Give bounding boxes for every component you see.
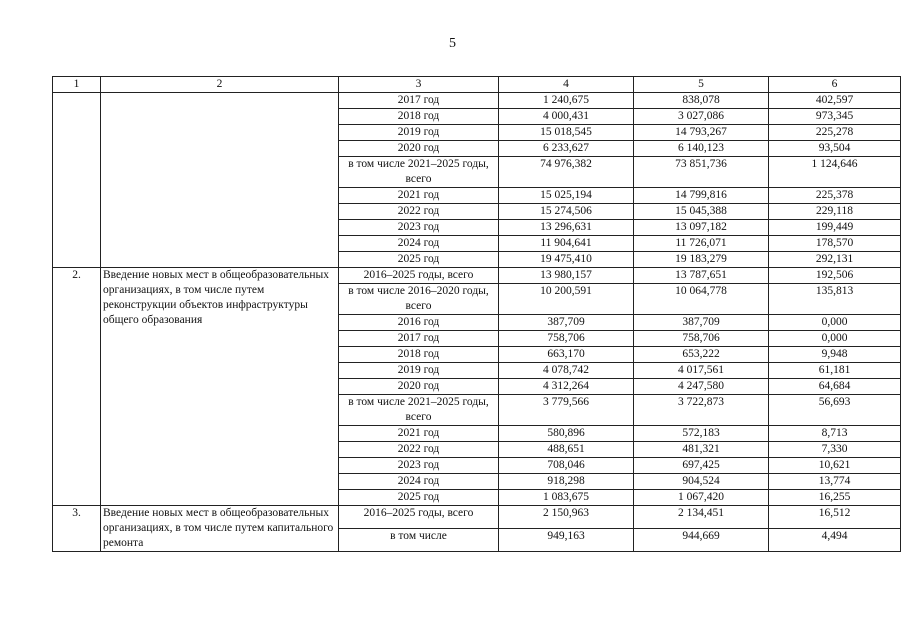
- regional-amount-cell: 56,693: [769, 395, 901, 426]
- period-cell: 2018 год: [339, 109, 499, 125]
- regional-amount-cell: 16,255: [769, 490, 901, 506]
- table-row: [53, 268, 901, 284]
- item-number: 2.: [53, 268, 101, 506]
- column-number-1: 1: [53, 77, 101, 93]
- table-row: [53, 506, 901, 529]
- page-number: 5: [449, 36, 456, 51]
- total-amount-cell: 1 083,675: [499, 490, 634, 506]
- budget-table: [52, 76, 901, 552]
- federal-amount-cell: 697,425: [634, 458, 769, 474]
- column-number-3: 3: [339, 77, 499, 93]
- total-amount-cell: 15 025,194: [499, 188, 634, 204]
- table-row: [53, 93, 901, 109]
- period-cell: 2022 год: [339, 204, 499, 220]
- regional-amount-cell: 192,506: [769, 268, 901, 284]
- federal-amount-cell: 481,321: [634, 442, 769, 458]
- total-amount-cell: 2 150,963: [499, 506, 634, 529]
- regional-amount-cell: 135,813: [769, 284, 901, 315]
- regional-amount-cell: 8,713: [769, 426, 901, 442]
- federal-amount-cell: 2 134,451: [634, 506, 769, 529]
- period-cell: 2025 год: [339, 490, 499, 506]
- period-cell: 2016 год: [339, 315, 499, 331]
- regional-amount-cell: 61,181: [769, 363, 901, 379]
- regional-amount-cell: 229,118: [769, 204, 901, 220]
- regional-amount-cell: 402,597: [769, 93, 901, 109]
- total-amount-cell: 15 018,545: [499, 125, 634, 141]
- federal-amount-cell: 13 097,182: [634, 220, 769, 236]
- period-cell: 2022 год: [339, 442, 499, 458]
- regional-amount-cell: 225,378: [769, 188, 901, 204]
- period-cell: 2020 год: [339, 141, 499, 157]
- federal-amount-cell: 3 027,086: [634, 109, 769, 125]
- item-name: [101, 93, 339, 268]
- period-cell: 2024 год: [339, 474, 499, 490]
- total-amount-cell: 758,706: [499, 331, 634, 347]
- federal-amount-cell: 572,183: [634, 426, 769, 442]
- period-cell: 2020 год: [339, 379, 499, 395]
- total-amount-cell: 3 779,566: [499, 395, 634, 426]
- regional-amount-cell: 199,449: [769, 220, 901, 236]
- total-amount-cell: 74 976,382: [499, 157, 634, 188]
- regional-amount-cell: 7,330: [769, 442, 901, 458]
- column-number-5: 5: [634, 77, 769, 93]
- column-number-2: 2: [101, 77, 339, 93]
- federal-amount-cell: 14 793,267: [634, 125, 769, 141]
- total-amount-cell: 387,709: [499, 315, 634, 331]
- total-amount-cell: 949,163: [499, 529, 634, 552]
- federal-amount-cell: 653,222: [634, 347, 769, 363]
- period-cell: 2021 год: [339, 188, 499, 204]
- federal-amount-cell: 838,078: [634, 93, 769, 109]
- total-amount-cell: 11 904,641: [499, 236, 634, 252]
- regional-amount-cell: 10,621: [769, 458, 901, 474]
- period-cell: 2016–2025 годы, всего: [339, 268, 499, 284]
- federal-amount-cell: 4 017,561: [634, 363, 769, 379]
- federal-amount-cell: 904,524: [634, 474, 769, 490]
- federal-amount-cell: 15 045,388: [634, 204, 769, 220]
- total-amount-cell: 918,298: [499, 474, 634, 490]
- federal-amount-cell: 73 851,736: [634, 157, 769, 188]
- regional-amount-cell: 0,000: [769, 331, 901, 347]
- federal-amount-cell: 6 140,123: [634, 141, 769, 157]
- period-cell: 2024 год: [339, 236, 499, 252]
- total-amount-cell: 708,046: [499, 458, 634, 474]
- item-number: 3.: [53, 506, 101, 552]
- total-amount-cell: 580,896: [499, 426, 634, 442]
- column-number-row: [53, 77, 901, 93]
- regional-amount-cell: 13,774: [769, 474, 901, 490]
- regional-amount-cell: 1 124,646: [769, 157, 901, 188]
- column-number-6: 6: [769, 77, 901, 93]
- period-cell: 2017 год: [339, 93, 499, 109]
- period-cell: в том числе 2016–2020 годы, всего: [339, 284, 499, 315]
- total-amount-cell: 13 980,157: [499, 268, 634, 284]
- period-cell: 2018 год: [339, 347, 499, 363]
- period-cell: 2025 год: [339, 252, 499, 268]
- federal-amount-cell: 944,669: [634, 529, 769, 552]
- regional-amount-cell: 4,494: [769, 529, 901, 552]
- item-number: [53, 93, 101, 268]
- period-cell: 2016–2025 годы, всего: [339, 506, 499, 529]
- regional-amount-cell: 93,504: [769, 141, 901, 157]
- column-number-4: 4: [499, 77, 634, 93]
- period-cell: 2023 год: [339, 220, 499, 236]
- federal-amount-cell: 10 064,778: [634, 284, 769, 315]
- item-name: Введение новых мест в общеобразовательных организациях, в том числе путем капитального ремонта: [101, 506, 339, 552]
- federal-amount-cell: 1 067,420: [634, 490, 769, 506]
- regional-amount-cell: 0,000: [769, 315, 901, 331]
- total-amount-cell: 10 200,591: [499, 284, 634, 315]
- total-amount-cell: 1 240,675: [499, 93, 634, 109]
- federal-amount-cell: 11 726,071: [634, 236, 769, 252]
- total-amount-cell: 6 233,627: [499, 141, 634, 157]
- regional-amount-cell: 225,278: [769, 125, 901, 141]
- federal-amount-cell: 4 247,580: [634, 379, 769, 395]
- regional-amount-cell: 178,570: [769, 236, 901, 252]
- federal-amount-cell: 13 787,651: [634, 268, 769, 284]
- total-amount-cell: 19 475,410: [499, 252, 634, 268]
- regional-amount-cell: 64,684: [769, 379, 901, 395]
- period-cell: в том числе 2021–2025 годы, всего: [339, 157, 499, 188]
- total-amount-cell: 663,170: [499, 347, 634, 363]
- period-cell: 2019 год: [339, 363, 499, 379]
- federal-amount-cell: 19 183,279: [634, 252, 769, 268]
- period-cell: 2023 год: [339, 458, 499, 474]
- period-cell: 2019 год: [339, 125, 499, 141]
- period-cell: 2021 год: [339, 426, 499, 442]
- regional-amount-cell: 9,948: [769, 347, 901, 363]
- regional-amount-cell: 16,512: [769, 506, 901, 529]
- period-cell: 2017 год: [339, 331, 499, 347]
- federal-amount-cell: 758,706: [634, 331, 769, 347]
- item-name: Введение новых мест в общеобразовательных организациях, в том числе путем реконструкции объектов инфраструктуры общего образования: [101, 268, 339, 506]
- federal-amount-cell: 387,709: [634, 315, 769, 331]
- total-amount-cell: 4 312,264: [499, 379, 634, 395]
- total-amount-cell: 13 296,631: [499, 220, 634, 236]
- total-amount-cell: 15 274,506: [499, 204, 634, 220]
- regional-amount-cell: 973,345: [769, 109, 901, 125]
- total-amount-cell: 488,651: [499, 442, 634, 458]
- period-cell: в том числе: [339, 529, 499, 552]
- total-amount-cell: 4 000,431: [499, 109, 634, 125]
- total-amount-cell: 4 078,742: [499, 363, 634, 379]
- period-cell: в том числе 2021–2025 годы, всего: [339, 395, 499, 426]
- regional-amount-cell: 292,131: [769, 252, 901, 268]
- federal-amount-cell: 3 722,873: [634, 395, 769, 426]
- federal-amount-cell: 14 799,816: [634, 188, 769, 204]
